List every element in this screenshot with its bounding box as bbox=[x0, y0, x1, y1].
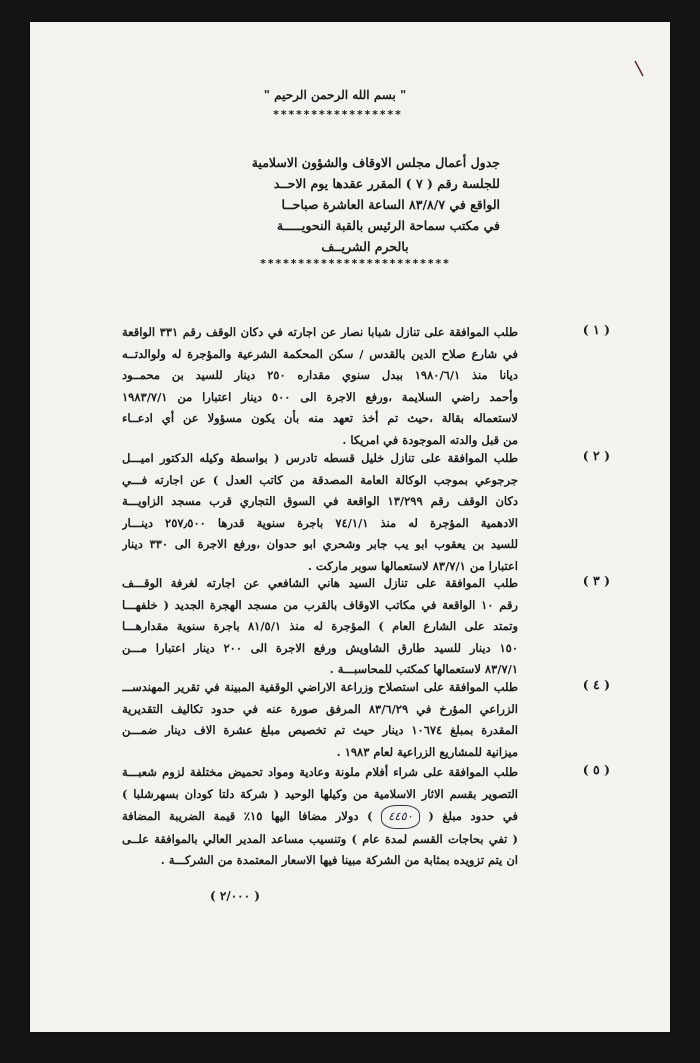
item-line: التصوير بقسم الاثار الاسلامية من وكيلها الوحيد ( شركة دلتا كودان بسهرشلبا ) bbox=[122, 786, 518, 801]
divider-stars-top: ***************** bbox=[272, 108, 403, 121]
item-number: ( ٣ ) bbox=[582, 573, 610, 588]
item-line: رقم ١٠ الواقعة في مكاتب الاوقاف بالقرب من مسجد الهجرة الجديد ( خلفهـــا bbox=[122, 597, 518, 612]
item-line: ( تفي بحاجات القسم لمدة عام ) وتنسيب مساعد المدير العالي بالموافقة علــى bbox=[122, 831, 518, 846]
item-text bbox=[122, 322, 518, 451]
item-number: ( ٢ ) bbox=[582, 448, 610, 463]
item-text bbox=[122, 573, 518, 681]
heading-line: في مكتب سماحة الرئيس بالقبة النحويـــــة bbox=[276, 218, 500, 233]
item-line: طلب الموافقة على شراء أفلام ملونة وعادية ومواد تحميض مختلفة لزوم شعبـــة bbox=[122, 765, 518, 779]
item-line-with-amount: في حدود مبلغ ( ٤٤٥٠ ) دولار مضافا اليها ١٥٪ قيمة الضريبة المضافة bbox=[122, 805, 518, 829]
heading-line: للجلسة رقم ( ٧ ) المقرر عقدها يوم الاحــد bbox=[273, 176, 500, 191]
pen-mark-icon bbox=[633, 60, 647, 80]
item-line: ١٥٠ دينار للسيد طارق الشاويش ورفع الاجرة الى ٢٠٠ دينار اعتبارا مـــن bbox=[122, 640, 518, 655]
item-text bbox=[122, 762, 518, 872]
item-line: الادهمية المؤجرة له منذ ٧٤/١/١ باجرة سنوية قدرها ٢٥٧٫٥٠٠ دينـــار bbox=[122, 515, 518, 530]
item-text bbox=[122, 448, 518, 577]
item-line: المقدرة بمبلغ ١٠٦٧٤ دينار حيث تم تخصيص مبلغ عشرة الاف دينار ضمـــن bbox=[122, 723, 518, 737]
item-line-part: في حدود مبلغ ( bbox=[419, 809, 518, 823]
item-line: اعتبارا من ٨٣/٧/١ لاستعمالها سوبر ماركت . bbox=[307, 558, 518, 573]
item-line: ديانا منذ ١٩٨٠/٦/١ ببدل سنوي مقداره ٢٥٠ دينار للسيد بن محمــود bbox=[122, 368, 518, 382]
item-line: طلب الموافقة على تنازل شبابا نصار عن اجارته في دكان الوقف رقم ٣٣١ الواقعة bbox=[122, 325, 518, 339]
item-line-part: دولار مضافا اليها ١٥٪ قيمة الضريبة المضافة bbox=[122, 809, 359, 823]
item-line: للسيد بن يعقوب ابو يب جابر وشحري ابو حدوان ،ورفع الاجرة الى ٣٣٠ دينار bbox=[122, 537, 518, 551]
item-number: ( ١ ) bbox=[582, 322, 610, 337]
item-line: طلب الموافقة على استصلاح وزراعة الاراضي الوقفية المبينة في تقرير المهندســـ bbox=[122, 680, 518, 694]
agenda-heading bbox=[230, 152, 500, 257]
document-page bbox=[30, 22, 670, 1032]
item-line: ٨٣/٧/١ لاستعمالها كمكتب للمحاسبـــة . bbox=[329, 662, 518, 676]
heading-line: جدول أعمال مجلس الاوقاف والشؤون الاسلامية bbox=[251, 155, 500, 170]
item-text bbox=[122, 677, 518, 763]
item-line: طلب الموافقة على تنازل السيد هاني الشافعي عن اجارته لغرفة الوقـــف bbox=[122, 576, 518, 590]
item-number: ( ٤ ) bbox=[582, 677, 610, 692]
basmala: " بسم الله الرحمن الرحيم " bbox=[263, 88, 407, 102]
item-number: ( ٥ ) bbox=[582, 762, 610, 777]
item-line: لاستعماله بقالة ،حيث تم أخذ تعهد منه بأن يكون مسؤولا عن أي ادعــاء bbox=[122, 411, 518, 425]
heading-line: الواقع في ٨٣/٨/٧ الساعة العاشرة صباحــا bbox=[281, 197, 500, 212]
item-line: ميزانية للمشاريع الزراعية لعام ١٩٨٣ . bbox=[336, 744, 518, 759]
item-line: وتمتد على الشارع العام ) المؤجرة له منذ ٨١/٥/١ باجرة سنوية مقدارهـــا bbox=[122, 619, 518, 633]
item-line: من قبل والدته الموجودة في امريكا . bbox=[342, 432, 518, 447]
heading-line: بالحرم الشريــف bbox=[321, 239, 409, 254]
item-line: طلب الموافقة على تنازل خليل قسطه تادرس ( بواسطة وكيله الدكتور اميـــل bbox=[122, 451, 518, 465]
item-line: الزراعي المؤرخ في ٨٣/٦/٢٩ المرفق صورة عنه في حدود تكاليف التقديرية bbox=[122, 701, 518, 716]
item-line: جرجوعي بموجب الوكالة العامة المصدقة من كاتب العدل ) عن اجارته فـــي bbox=[122, 472, 518, 487]
item-line: في شارع صلاح الدين بالقدس / سكن المحكمة الشرعية والمؤجرة له ولوالدتــه bbox=[122, 346, 518, 361]
page-marker: ( ٢/٠٠٠ ) bbox=[210, 889, 260, 903]
divider-stars-bottom: ************************* bbox=[259, 257, 451, 270]
item-line: ان يتم تزويده بمثابة من الشركة مبينا فيها الاسعار المعتمدة من الشركـــة . bbox=[160, 853, 518, 867]
item-line: وأحمد راضي السلايمة ،ورفع الاجرة الى ٥٠٠ دينار اعتبارا من ١٩٨٣/٧/١ bbox=[122, 389, 518, 404]
handwritten-amount: ٤٤٥٠ bbox=[381, 805, 420, 829]
item-line: دكان الوقف رقم ١٣/٢٩٩ الواقعة في السوق التجاري قرب مسجد الزاويـــة bbox=[122, 494, 518, 508]
